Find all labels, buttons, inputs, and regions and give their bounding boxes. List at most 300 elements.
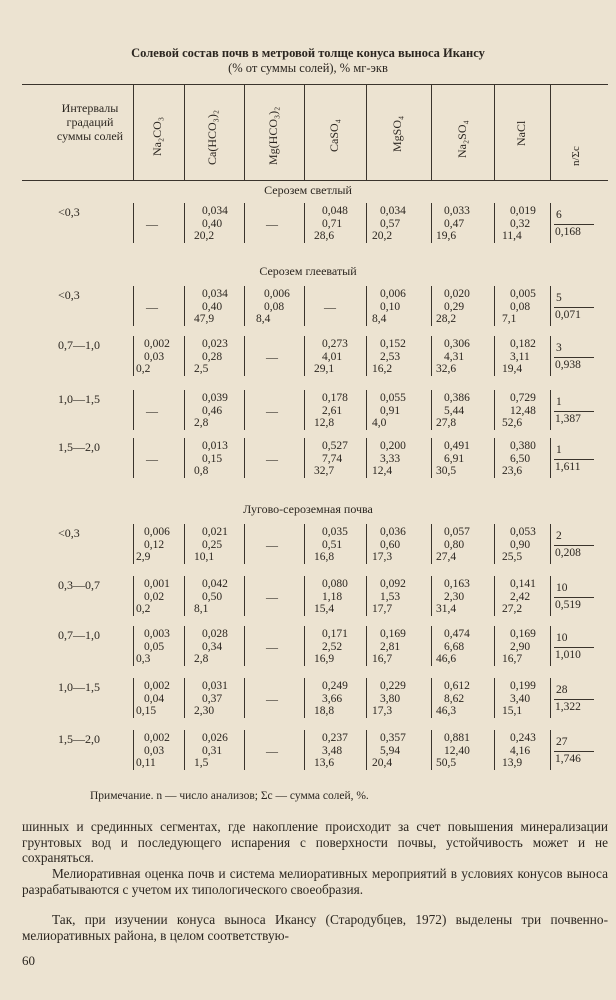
column-header-nacl: NaCl: [514, 120, 528, 146]
cell-value-line: 0,053: [510, 526, 536, 538]
table-cell-mghco3: —: [266, 452, 278, 466]
cell-value-line: 0,171: [322, 628, 348, 640]
table-cell-mghco3: —: [266, 350, 278, 364]
cell-bracket: [184, 524, 185, 564]
cell-value-line: 0,491: [444, 440, 470, 452]
cell-bracket: [431, 730, 432, 770]
cell-value-line: 0,474: [444, 628, 470, 640]
cell-bracket: [431, 390, 432, 430]
cell-value-line: 2,8: [194, 417, 209, 429]
column-header-na2so4: Na₂SO₄: [455, 120, 469, 158]
table-cell-na2so4: [436, 680, 470, 718]
analyses-count: 10: [556, 632, 568, 644]
cell-value-line: 2,30: [194, 705, 215, 717]
cell-value-line: 0,152: [380, 338, 406, 350]
cell-value-line: 32,7: [314, 465, 335, 477]
cell-value-line: 0,006: [264, 288, 290, 300]
cell-value-line: 0,035: [322, 526, 348, 538]
cell-bracket: [133, 730, 134, 770]
cell-value-line: 0,019: [510, 205, 536, 217]
cell-value-line: 0,182: [510, 338, 536, 350]
cell-bracket: [244, 438, 245, 478]
cell-value-line: 0,023: [202, 338, 228, 350]
cell-bracket: [550, 390, 551, 430]
cell-bracket: [304, 626, 305, 666]
cell-value-line: 0,2: [136, 363, 151, 375]
cell-bracket: [494, 576, 495, 616]
cell-bracket: [366, 438, 367, 478]
cell-value-line: 0,031: [202, 680, 228, 692]
cell-value-line: 0,03: [144, 350, 165, 363]
table-cell-na2so4: [436, 392, 470, 430]
cell-value-line: 0,003: [144, 628, 170, 640]
table-cell-caso4: [314, 526, 348, 564]
cell-value-line: 20,2: [372, 230, 393, 242]
cell-value-line: 0,60: [380, 538, 401, 551]
cell-bracket: [244, 524, 245, 564]
table-cell-cahco3: [194, 205, 228, 243]
cell-value-line: 0,034: [202, 288, 228, 300]
cell-bracket: [244, 390, 245, 430]
cell-value-line: 1,5: [194, 757, 209, 769]
table-cell-na2co3: [136, 526, 170, 564]
cell-value-line: 15,1: [502, 705, 523, 717]
cell-value-line: 30,5: [436, 465, 457, 477]
cell-value-line: 0,50: [202, 590, 223, 603]
cell-bracket: [184, 438, 185, 478]
cell-value-line: 0,055: [380, 392, 406, 404]
cell-value-line: 15,4: [314, 603, 335, 615]
cell-bracket: [304, 438, 305, 478]
cell-bracket: [494, 524, 495, 564]
analyses-count: 1: [556, 396, 562, 408]
cell-bracket: [244, 730, 245, 770]
cell-value-line: 2,53: [380, 350, 401, 363]
salt-sum: 1,387: [555, 413, 581, 425]
cell-bracket: [133, 576, 134, 616]
cell-bracket: [550, 678, 551, 718]
analyses-count: 10: [556, 582, 568, 594]
table-cell-na2so4: [436, 732, 470, 770]
cell-value-line: 0,37: [202, 692, 223, 705]
cell-value-line: 3,40: [510, 692, 531, 705]
cell-value-line: 0,08: [264, 300, 285, 313]
table-cell-nacl: [502, 288, 536, 326]
cell-value-line: 52,6: [502, 417, 523, 429]
cell-value-line: 0,005: [510, 288, 536, 300]
cell-value-line: 6,68: [444, 640, 465, 653]
table-cell-caso4: [314, 628, 348, 666]
header-separator: [494, 84, 495, 180]
table-cell-caso4: [314, 440, 348, 478]
salt-sum: 1,611: [555, 461, 581, 473]
cell-value-line: 0,80: [444, 538, 465, 551]
cell-value-line: 46,3: [436, 705, 457, 717]
cell-value-line: 0,15: [136, 705, 157, 717]
cell-value-line: 0,29: [444, 300, 465, 313]
cell-value-line: 0,8: [194, 465, 209, 477]
cell-bracket: [244, 286, 245, 326]
cell-bracket: [431, 626, 432, 666]
table-cell-na2so4: [436, 526, 470, 564]
cell-value-line: 0,40: [202, 217, 223, 230]
table-cell-nacl: [502, 628, 536, 666]
table-cell-cahco3: [194, 440, 228, 478]
cell-value-line: 46,6: [436, 653, 457, 665]
cell-bracket: [494, 730, 495, 770]
cell-value-line: 2,30: [444, 590, 465, 603]
interval-label: <0,3: [58, 205, 80, 219]
cell-value-line: 20,4: [372, 757, 393, 769]
analyses-count: 27: [556, 736, 568, 748]
analyses-count: 5: [556, 292, 562, 304]
column-header-cahco3: Ca(HCO₃)₂: [205, 109, 219, 165]
table-cell-mgso4: [372, 732, 406, 770]
table-cell-caso4: —: [324, 300, 336, 314]
cell-value-line: 0,04: [144, 692, 165, 705]
cell-value-line: 0,47: [444, 217, 465, 230]
cell-value-line: 0,881: [444, 732, 470, 744]
cell-bracket: [184, 576, 185, 616]
table-cell-mgso4: [372, 205, 406, 243]
cell-value-line: 16,7: [372, 653, 393, 665]
cell-value-line: 3,11: [510, 350, 530, 363]
cell-bracket: [550, 438, 551, 478]
cell-value-line: 0,28: [202, 350, 223, 363]
cell-value-line: 18,8: [314, 705, 335, 717]
section-serozem-gleyed-label: Серозем глееватый: [259, 264, 357, 278]
cell-value-line: 0,729: [510, 392, 536, 404]
cell-bracket: [366, 678, 367, 718]
fraction-line: [554, 357, 594, 358]
salt-sum: 0,071: [555, 309, 581, 321]
cell-bracket: [366, 524, 367, 564]
table-cell-mgso4: [372, 578, 406, 616]
cell-value-line: 0,71: [322, 217, 343, 230]
cell-value-line: 0,612: [444, 680, 470, 692]
cell-value-line: 0,46: [202, 404, 223, 417]
table-subtitle: (% от суммы солей), % мг-экв: [228, 61, 388, 75]
cell-bracket: [550, 286, 551, 326]
table-cell-caso4: [314, 578, 348, 616]
cell-value-line: 0,080: [322, 578, 348, 590]
cell-value-line: 19,6: [436, 230, 457, 242]
table-cell-mgso4: [372, 526, 406, 564]
table-cell-cahco3: [194, 526, 228, 564]
cell-bracket: [133, 524, 134, 564]
cell-bracket: [431, 336, 432, 376]
cell-bracket: [494, 286, 495, 326]
header-separator: [550, 84, 551, 180]
cell-value-line: 7,1: [502, 313, 517, 325]
cell-bracket: [184, 678, 185, 718]
header-separator: [366, 84, 367, 180]
table-title: Солевой состав почв в метровой толще конуса выноса Икансу: [131, 46, 485, 60]
cell-value-line: 6,50: [510, 452, 531, 465]
cell-value-line: 4,01: [322, 350, 343, 363]
interval-label: 1,5—2,0: [58, 732, 100, 746]
cell-value-line: 0,32: [510, 217, 531, 230]
cell-value-line: 0,034: [380, 205, 406, 217]
table-cell-mghco3: [256, 288, 290, 326]
cell-bracket: [366, 390, 367, 430]
interval-label: 0,3—0,7: [58, 578, 100, 592]
table-top-rule: [22, 84, 608, 85]
page-number: 60: [22, 953, 35, 968]
cell-value-line: 0,02: [144, 590, 165, 603]
cell-value-line: 47,9: [194, 313, 215, 325]
cell-bracket: [133, 286, 134, 326]
cell-bracket: [494, 438, 495, 478]
cell-value-line: 12,4: [372, 465, 393, 477]
table-cell-mghco3: —: [266, 744, 278, 758]
table-cell-caso4: [314, 680, 348, 718]
table-cell-mghco3: —: [266, 640, 278, 654]
table-cell-cahco3: [194, 578, 228, 616]
section-meadow-serozem-label: Лугово-сероземная почва: [243, 502, 373, 516]
cell-value-line: 0,15: [202, 452, 223, 465]
table-cell-nacl: [502, 680, 536, 718]
cell-value-line: 0,026: [202, 732, 228, 744]
cell-bracket: [366, 730, 367, 770]
cell-value-line: 6,91: [444, 452, 465, 465]
table-cell-nacl: [502, 205, 536, 243]
cell-value-line: 0,3: [136, 653, 151, 665]
cell-value-line: 2,90: [510, 640, 531, 653]
fraction-line: [554, 597, 594, 598]
cell-bracket: [133, 390, 134, 430]
salt-sum: 0,168: [555, 226, 581, 238]
table-cell-na2so4: [436, 288, 470, 326]
cell-value-line: 1,53: [380, 590, 401, 603]
cell-value-line: 5,44: [444, 404, 465, 417]
cell-value-line: 0,90: [510, 538, 531, 551]
cell-value-line: 0,306: [444, 338, 470, 350]
header-separator: [184, 84, 185, 180]
cell-bracket: [184, 390, 185, 430]
cell-value-line: 17,7: [372, 603, 393, 615]
cell-value-line: 31,4: [436, 603, 457, 615]
salt-sum: 0,938: [555, 359, 581, 371]
cell-value-line: 2,52: [322, 640, 343, 653]
cell-value-line: 0,357: [380, 732, 406, 744]
cell-value-line: 0,12: [144, 538, 165, 551]
cell-value-line: 0,178: [322, 392, 348, 404]
table-cell-cahco3: [194, 392, 228, 430]
cell-value-line: 25,5: [502, 551, 523, 563]
cell-value-line: 0,05: [144, 640, 165, 653]
cell-bracket: [244, 626, 245, 666]
cell-bracket: [244, 678, 245, 718]
cell-value-line: 19,4: [502, 363, 523, 375]
cell-bracket: [184, 626, 185, 666]
cell-value-line: 4,16: [510, 744, 531, 757]
cell-bracket: [550, 336, 551, 376]
fraction-line: [554, 459, 594, 460]
cell-value-line: 0,380: [510, 440, 536, 452]
cell-value-line: 0,25: [202, 538, 223, 551]
header-separator: [304, 84, 305, 180]
body-paragraph: Мелиоративная оценка почв и система мелиоративных мероприятий в условиях конусов выноса разрабатываются с учетом их типологического своеобразия.: [22, 866, 608, 897]
cell-value-line: 0,91: [380, 404, 401, 417]
cell-value-line: 0,03: [144, 744, 165, 757]
cell-value-line: 2,81: [380, 640, 401, 653]
cell-value-line: 10,1: [194, 551, 215, 563]
cell-value-line: 11,4: [502, 230, 522, 242]
cell-value-line: 0,002: [144, 680, 170, 692]
cell-bracket: [184, 203, 185, 243]
table-cell-nacl: [502, 392, 536, 430]
cell-bracket: [133, 626, 134, 666]
fraction-line: [554, 411, 594, 412]
cell-bracket: [133, 336, 134, 376]
table-cell-mghco3: —: [266, 590, 278, 604]
cell-value-line: 8,4: [256, 313, 271, 325]
cell-bracket: [366, 203, 367, 243]
table-cell-cahco3: [194, 680, 228, 718]
cell-bracket: [431, 438, 432, 478]
cell-bracket: [244, 576, 245, 616]
cell-bracket: [431, 576, 432, 616]
cell-value-line: 0,527: [322, 440, 348, 452]
cell-value-line: 0,020: [444, 288, 470, 300]
table-cell-na2co3: [136, 680, 170, 718]
cell-value-line: 0,141: [510, 578, 536, 590]
section-serozem-light-label: Серозем светлый: [264, 183, 352, 197]
cell-value-line: 0,013: [202, 440, 228, 452]
cell-bracket: [304, 576, 305, 616]
cell-value-line: 0,169: [380, 628, 406, 640]
analyses-count: 1: [556, 444, 562, 456]
table-cell-caso4: [314, 732, 348, 770]
table-header-bottom-rule: [22, 180, 608, 181]
cell-bracket: [550, 203, 551, 243]
cell-value-line: 0,057: [444, 526, 470, 538]
cell-bracket: [304, 730, 305, 770]
table-cell-na2co3: [136, 628, 170, 666]
cell-value-line: 0,006: [144, 526, 170, 538]
cell-value-line: 12,48: [510, 404, 536, 417]
cell-bracket: [304, 286, 305, 326]
cell-value-line: 8,1: [194, 603, 209, 615]
column-header-caso4: CaSO₄: [327, 119, 341, 152]
cell-value-line: 5,94: [380, 744, 401, 757]
cell-bracket: [244, 203, 245, 243]
cell-value-line: 28,6: [314, 230, 335, 242]
cell-value-line: 7,74: [322, 452, 343, 465]
cell-value-line: 23,6: [502, 465, 523, 477]
salt-sum: 1,322: [555, 701, 581, 713]
cell-bracket: [550, 626, 551, 666]
cell-value-line: 0,199: [510, 680, 536, 692]
cell-value-line: 0,51: [322, 538, 343, 551]
table-cell-na2co3: —: [146, 300, 158, 314]
table-cell-cahco3: [194, 732, 228, 770]
cell-value-line: 16,7: [502, 653, 523, 665]
cell-value-line: 0,57: [380, 217, 401, 230]
interval-label: 0,7—1,0: [58, 338, 100, 352]
cell-value-line: 0,169: [510, 628, 536, 640]
table-cell-na2co3: —: [146, 452, 158, 466]
table-cell-caso4: [314, 392, 348, 430]
cell-value-line: 0,2: [136, 603, 151, 615]
cell-value-line: 0,001: [144, 578, 170, 590]
cell-value-line: 17,3: [372, 705, 393, 717]
interval-label: 1,5—2,0: [58, 440, 100, 454]
cell-value-line: 1,18: [322, 590, 343, 603]
cell-value-line: 0,036: [380, 526, 406, 538]
cell-value-line: 29,1: [314, 363, 335, 375]
cell-bracket: [494, 390, 495, 430]
cell-bracket: [431, 524, 432, 564]
cell-value-line: 8,4: [372, 313, 387, 325]
table-cell-mgso4: [372, 680, 406, 718]
table-cell-mghco3: —: [266, 217, 278, 231]
table-cell-na2co3: [136, 732, 170, 770]
table-note: Примечание. n — число анализов; Σc — сумма солей, %.: [90, 790, 369, 802]
table-cell-nacl: [502, 338, 536, 376]
cell-value-line: 0,237: [322, 732, 348, 744]
cell-value-line: 2,5: [194, 363, 209, 375]
table-cell-mghco3: —: [266, 538, 278, 552]
cell-value-line: 16,2: [372, 363, 393, 375]
table-cell-na2so4: [436, 338, 470, 376]
fraction-line: [554, 647, 594, 648]
interval-label: 0,7—1,0: [58, 628, 100, 642]
table-cell-mgso4: [372, 338, 406, 376]
header-separator: [244, 84, 245, 180]
cell-value-line: 2,42: [510, 590, 531, 603]
intervals-column-header: Интервалы градаций суммы солей: [56, 101, 124, 143]
cell-value-line: 13,9: [502, 757, 523, 769]
cell-value-line: 28,2: [436, 313, 457, 325]
salt-sum: 0,208: [555, 547, 581, 559]
table-cell-na2so4: [436, 205, 470, 243]
cell-value-line: 2,8: [194, 653, 209, 665]
table-cell-cahco3: [194, 628, 228, 666]
column-header-mghco3: Mg(HCO₃)₂: [266, 106, 280, 165]
analyses-count: 28: [556, 684, 568, 696]
cell-value-line: 27,2: [502, 603, 523, 615]
cell-bracket: [494, 203, 495, 243]
cell-bracket: [550, 730, 551, 770]
cell-value-line: 17,3: [372, 551, 393, 563]
cell-value-line: 0,31: [202, 744, 223, 757]
cell-value-line: 4,0: [372, 417, 387, 429]
cell-value-line: 16,8: [314, 551, 335, 563]
table-cell-nacl: [502, 526, 536, 564]
cell-value-line: 32,6: [436, 363, 457, 375]
cell-value-line: 0,021: [202, 526, 228, 538]
cell-value-line: 0,249: [322, 680, 348, 692]
salt-sum: 1,010: [555, 649, 581, 661]
cell-value-line: 3,80: [380, 692, 401, 705]
cell-value-line: 0,273: [322, 338, 348, 350]
cell-value-line: 0,10: [380, 300, 401, 313]
cell-value-line: 0,163: [444, 578, 470, 590]
cell-bracket: [366, 336, 367, 376]
cell-value-line: 4,31: [444, 350, 465, 363]
fraction-line: [554, 699, 594, 700]
table-cell-nacl: [502, 578, 536, 616]
cell-bracket: [494, 678, 495, 718]
cell-bracket: [366, 626, 367, 666]
table-cell-mgso4: [372, 628, 406, 666]
table-cell-na2so4: [436, 628, 470, 666]
table-cell-na2co3: —: [146, 217, 158, 231]
table-cell-caso4: [314, 205, 348, 243]
cell-bracket: [133, 678, 134, 718]
